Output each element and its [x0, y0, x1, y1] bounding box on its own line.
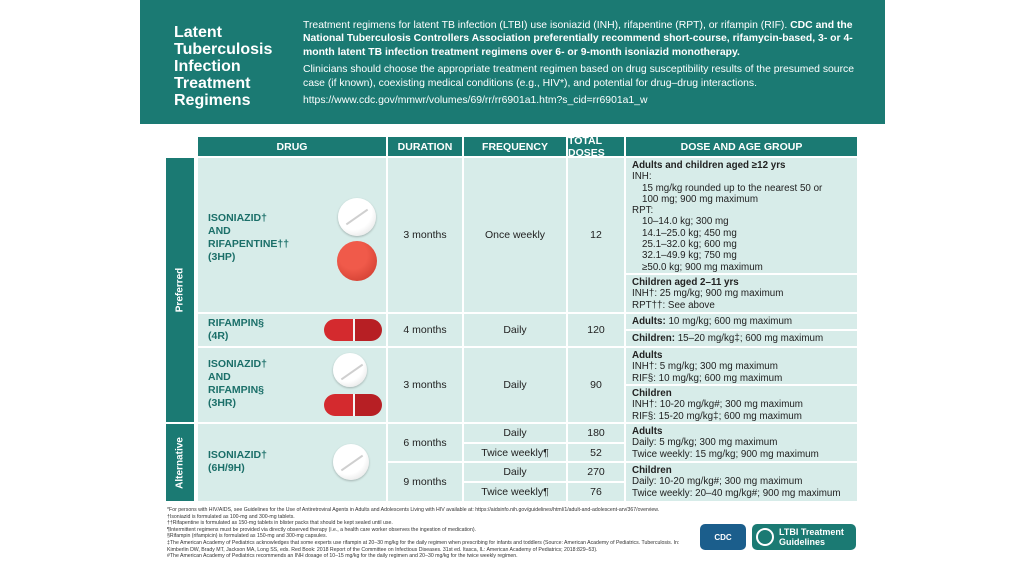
col-frequency-header: FREQUENCY [464, 137, 566, 156]
alternative-text: Alternative [174, 436, 186, 489]
ltbi-logo-line: LTBI Treatment [779, 527, 844, 537]
cdc-logo [700, 524, 746, 550]
header-banner [140, 0, 885, 124]
dose-group-title: Adults [632, 426, 663, 437]
drug-line: ISONIAZID† [208, 358, 267, 370]
drug-name-3hr [208, 358, 267, 410]
preferred-group-label [166, 158, 194, 422]
dose-line: INH†: 25 mg/kg; 900 mg maximum [632, 288, 784, 300]
page-title: Latent Tuberculosis Infection Treatment Regimens [174, 24, 273, 109]
footnote: *For persons with HIV/AIDS, see Guidelines for the Use of Antiretroviral Agents in Adults and Adolescents Living with HIV available at: https://aidsinfo.nih.gov/guidelines/html/1/adult-and-adolescent-arv/367/overview. [167, 507, 660, 513]
dose-line: 32.1–49.9 kg; 750 mg [642, 250, 737, 262]
drug-cell-6h9h [198, 424, 386, 501]
dose-line: 14.1–25.0 kg; 450 mg [642, 227, 737, 239]
col-dose-age-header: DOSE AND AGE GROUP [626, 137, 857, 156]
footnote: †Isoniazid is formulated as 100-mg and 300-mg tablets. [167, 513, 295, 520]
dose-3hp-adults [626, 158, 857, 273]
doses-3hp: 12 [568, 158, 624, 312]
dose-line: INH: [632, 171, 652, 183]
drug-line: (3HR) [208, 397, 236, 409]
dose-4r-children [626, 331, 857, 346]
footnotes [167, 507, 687, 560]
dose-6h9h-children [626, 463, 857, 501]
drug-line: (3HP) [208, 251, 236, 263]
dose-line: ≥50.0 kg; 900 mg maximum [642, 261, 763, 273]
frequency-3hr: Daily [464, 348, 566, 422]
drug-line: AND [208, 371, 231, 383]
dose-3hp-children [626, 275, 857, 312]
col-duration-header: DURATION [388, 137, 462, 156]
preferred-text: Preferred [174, 267, 186, 313]
dose-line: INH†: 10-20 mg/kg#; 300 mg maximum [632, 399, 803, 411]
footnote: #The American Academy of Pediatrics recommends an INH dosage of 10–15 mg/kg for the daily regimen and 20–30 mg/kg for the twice weekly regimen. [167, 553, 518, 560]
drug-name-4r [208, 317, 264, 343]
dose-line: Twice weekly: 20–40 mg/kg#; 900 mg maximum [632, 487, 841, 499]
isoniazid-pill-icon [333, 444, 369, 480]
dose-group-title: Adults: [632, 316, 666, 327]
dose-line: Daily: 10-20 mg/kg#; 300 mg maximum [632, 476, 803, 488]
dose-group-title: Children aged 2–11 yrs [632, 277, 739, 288]
col-total-doses-header: TOTAL DOSES [568, 137, 624, 156]
doses-9h-twice: 76 [568, 483, 624, 501]
dose-line: 10 mg/kg; 600 mg maximum [668, 316, 793, 327]
doses-9h-daily: 270 [568, 463, 624, 481]
dose-line: 10–14.0 kg; 300 mg [642, 216, 729, 228]
drug-line: (6H/9H) [208, 462, 245, 474]
clinician-paragraph: Clinicians should choose the appropriate treatment regimen based on drug susceptibility results of the presumed source case (if known), coexisting medical conditions (e.g., HIV*), and potential for drug–drug interactions. [303, 64, 855, 89]
dose-line: RPT††: See above [632, 299, 715, 311]
drug-name-6h9h [208, 449, 267, 475]
footnote: §Rifampin (rifampicin) is formulated as 150-mg and 300-mg capsules. [167, 533, 328, 540]
cdc-logo-text: CDC [714, 532, 732, 542]
dose-4r-adults [626, 314, 857, 329]
intro-bold-text: CDC and the National Tuberculosis Controllers Association preferentially recommend short-course, rifamycin-based, 3- or 4-month latent TB infection treatment regimens over 6- or 9-month isoniazid monotherapy. [303, 20, 853, 58]
intro-paragraph [303, 19, 873, 59]
doses-3hr: 90 [568, 348, 624, 422]
ltbi-guidelines-logo [752, 524, 856, 550]
dose-group-title: Adults and children aged ≥12 yrs [632, 160, 786, 171]
rifampin-capsule-icon [324, 394, 382, 416]
frequency-6h-daily: Daily [464, 424, 566, 442]
drug-cell-4r [198, 314, 386, 346]
footnote: ¶Intermittent regimens must be provided via directly observed therapy (i.e., a health care worker observes the ingestion of medication). [167, 526, 476, 533]
drug-cell-3hr [198, 348, 386, 422]
ltbi-logo-line: Guidelines [779, 537, 826, 547]
duration-9h: 9 months [388, 463, 462, 501]
dose-line: 15–20 mg/kg‡; 600 mg maximum [677, 333, 824, 344]
footnote: ‡The American Academy of Pediatrics acknowledges that some experts use rifampin at 20–30 mg/kg for the daily regimen when prescribing for infants and toddlers (Source: American Academy of Pediatrics. Tuberculosis. In: Kimberlin DW, Brady MT, Jackson MA, Long SS, eds. Red Book: 2018 Report of the Committee on Infectious Diseases. 31st ed. Itasca, IL: American Academy of Pediatrics; 2018:829–53). [167, 539, 680, 553]
dose-line: RIF§: 15-20 mg/kg‡; 600 mg maximum [632, 410, 802, 422]
dose-line: RPT: [632, 205, 654, 217]
regimen-table [166, 134, 857, 501]
dose-group-title: Children [632, 388, 672, 399]
duration-3hr: 3 months [388, 348, 462, 422]
dose-group-title: Children: [632, 333, 675, 344]
duration-6h: 6 months [388, 424, 462, 461]
lungs-icon [756, 528, 774, 546]
drug-cell-3hp [198, 158, 386, 312]
duration-4r: 4 months [388, 314, 462, 346]
drug-line: AND [208, 225, 231, 237]
dose-line: RIF§: 10 mg/kg; 600 mg maximum [632, 372, 783, 384]
ltbi-logo-text [779, 527, 844, 547]
header-description [303, 19, 873, 111]
dose-3hr-children [626, 386, 857, 422]
dose-line: Twice weekly: 15 mg/kg; 900 mg maximum [632, 448, 819, 460]
duration-3hp: 3 months [388, 158, 462, 312]
frequency-9h-twice: Twice weekly¶ [464, 483, 566, 501]
doses-6h-daily: 180 [568, 424, 624, 442]
dose-line: Daily: 5 mg/kg; 300 mg maximum [632, 437, 778, 449]
frequency-6h-twice: Twice weekly¶ [464, 444, 566, 461]
col-drug-header: DRUG [198, 137, 386, 156]
isoniazid-pill-icon [333, 353, 367, 387]
rifampin-capsule-icon [324, 319, 382, 341]
intro-text: Treatment regimens for latent TB infection (LTBI) use isoniazid (INH), rifapentine (RPT), or rifampin (RIF). [303, 20, 788, 31]
drug-line: RIFAMPIN§ [208, 317, 265, 329]
alternative-group-label [166, 424, 194, 501]
frequency-3hp: Once weekly [464, 158, 566, 312]
frequency-4r: Daily [464, 314, 566, 346]
footnote: ††Rifapentine is formulated as 150-mg tablets in blister packs that should be kept sealed until use. [167, 520, 393, 527]
dose-group-title: Children [632, 465, 672, 476]
drug-line: RIFAPENTINE†† [208, 238, 290, 250]
rifapentine-pill-icon [337, 241, 377, 281]
dose-group-title: Adults [632, 350, 663, 361]
drug-line: RIFAMPIN§ [208, 384, 265, 396]
drug-line: ISONIAZID† [208, 212, 267, 224]
frequency-9h-daily: Daily [464, 463, 566, 481]
doses-4r: 120 [568, 314, 624, 346]
source-url[interactable]: https://www.cdc.gov/mmwr/volumes/69/rr/rr6901a1.htm?s_cid=rr6901a1_w [303, 95, 648, 107]
dose-line: 100 mg; 900 mg maximum [642, 193, 758, 205]
dose-line: 15 mg/kg rounded up to the nearest 50 or [642, 182, 823, 194]
drug-line: (4R) [208, 330, 229, 342]
dose-6h9h-adults [626, 424, 857, 461]
isoniazid-pill-icon [338, 198, 376, 236]
drug-line: ISONIAZID† [208, 449, 267, 461]
dose-3hr-adults [626, 348, 857, 384]
drug-name-3hp [208, 212, 289, 264]
dose-line: INH†: 5 mg/kg; 300 mg maximum [632, 361, 778, 373]
dose-line: 25.1–32.0 kg; 600 mg [642, 239, 737, 251]
doses-6h-twice: 52 [568, 444, 624, 461]
